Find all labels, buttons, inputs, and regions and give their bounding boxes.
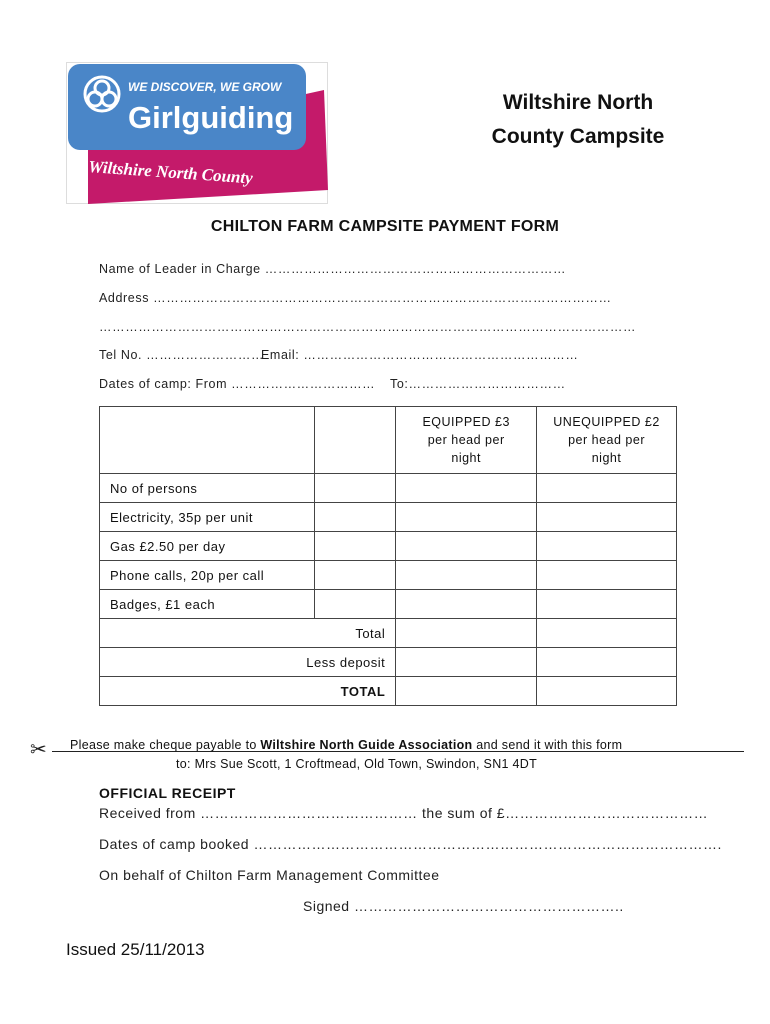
payee-name: Wiltshire North Guide Association xyxy=(260,738,473,752)
scissors-icon: ✂ xyxy=(30,739,47,761)
row-cell[interactable] xyxy=(314,503,396,532)
row-label-persons: No of persons xyxy=(100,474,315,503)
header-blank-cell xyxy=(100,407,315,474)
table-header-row xyxy=(100,407,677,474)
row-cell[interactable] xyxy=(537,590,677,619)
form-title: CHILTON FARM CAMPSITE PAYMENT FORM xyxy=(210,218,560,235)
header-blank-cell xyxy=(314,407,396,474)
row-cell[interactable] xyxy=(396,590,537,619)
less-deposit-label: Less deposit xyxy=(100,648,396,677)
table-row xyxy=(100,590,677,619)
table-row-grand-total xyxy=(100,677,677,706)
dates-to-field[interactable]: To:……………………………… xyxy=(390,377,566,391)
issued-date: Issued 25/11/2013 xyxy=(66,940,205,959)
equipped-line2: per head per xyxy=(427,433,505,447)
dates-from-field[interactable]: Dates of camp: From …………………………… xyxy=(99,377,376,391)
receipt-title: OFFICIAL RECEIPT xyxy=(99,785,236,801)
row-cell[interactable] xyxy=(314,532,396,561)
equipped-header xyxy=(396,407,537,474)
row-cell[interactable] xyxy=(537,561,677,590)
row-cell[interactable] xyxy=(396,532,537,561)
table-row xyxy=(100,474,677,503)
row-label-phone: Phone calls, 20p per call xyxy=(100,561,315,590)
row-cell[interactable] xyxy=(314,474,396,503)
equipped-line3: night xyxy=(451,451,481,465)
row-label-badges: Badges, £1 each xyxy=(100,590,315,619)
campsite-title xyxy=(470,86,686,154)
signed-field[interactable]: Signed ……………………………………………….. xyxy=(303,898,624,914)
row-cell[interactable] xyxy=(537,503,677,532)
address-field-line2[interactable]: …………………………………………………………………………………………………………… xyxy=(99,320,637,334)
row-label-electricity: Electricity, 35p per unit xyxy=(100,503,315,532)
unequipped-line1: UNEQUIPPED £2 xyxy=(553,415,660,429)
received-from-field[interactable]: Received from ……………………………………… the sum of £…………………………………… xyxy=(99,805,709,821)
campsite-title-line1: Wiltshire North xyxy=(502,91,654,114)
table-row xyxy=(100,561,677,590)
total-label: Total xyxy=(100,619,396,648)
campsite-title-line2: County Campsite xyxy=(491,125,665,148)
send-to-address: to: Mrs Sue Scott, 1 Croftmead, Old Town, Swindon, SN1 4DT xyxy=(176,757,538,771)
payment-table xyxy=(99,406,677,706)
row-cell[interactable] xyxy=(314,590,396,619)
row-label-gas: Gas £2.50 per day xyxy=(100,532,315,561)
unequipped-line2: per head per xyxy=(568,433,645,447)
row-cell[interactable] xyxy=(537,474,677,503)
logo-brand: Girlguiding xyxy=(128,100,294,135)
girlguiding-logo xyxy=(66,62,328,204)
row-cell[interactable] xyxy=(396,474,537,503)
tel-field[interactable]: Tel No. ……………………… xyxy=(99,348,265,362)
total-unequipped-cell[interactable] xyxy=(537,619,677,648)
deposit-equipped-cell[interactable] xyxy=(396,648,537,677)
equipped-line1: EQUIPPED £3 xyxy=(422,415,510,429)
grand-total-equipped-cell[interactable] xyxy=(396,677,537,706)
row-cell[interactable] xyxy=(396,561,537,590)
grand-total-label: TOTAL xyxy=(100,677,396,706)
unequipped-header xyxy=(537,407,677,474)
logo-tagline: WE DISCOVER, WE GROW xyxy=(128,80,282,94)
email-field[interactable]: Email: ……………………………………………………… xyxy=(261,348,579,362)
table-row xyxy=(100,503,677,532)
table-row-deposit xyxy=(100,648,677,677)
table-row-total xyxy=(100,619,677,648)
unequipped-line3: night xyxy=(591,451,622,465)
address-field-line1[interactable]: Address …………………………………………………………………………………………… xyxy=(99,291,612,305)
row-cell[interactable] xyxy=(314,561,396,590)
cheque-prefix: Please make cheque payable to xyxy=(70,738,261,752)
table-row xyxy=(100,532,677,561)
row-cell[interactable] xyxy=(537,532,677,561)
deposit-unequipped-cell[interactable] xyxy=(537,648,677,677)
logo-county: Wiltshire North County xyxy=(87,157,254,188)
total-equipped-cell[interactable] xyxy=(396,619,537,648)
logo-graphic xyxy=(66,62,328,204)
grand-total-unequipped-cell[interactable] xyxy=(537,677,677,706)
on-behalf-text: On behalf of Chilton Farm Management Committee xyxy=(99,867,440,883)
dates-booked-field[interactable]: Dates of camp booked ……………………………………………………………………………………. xyxy=(99,836,722,852)
cheque-suffix: and send it with this form xyxy=(472,738,623,752)
leader-field[interactable]: Name of Leader in Charge …………………………………………………………… xyxy=(99,262,567,276)
cheque-instructions xyxy=(70,738,622,752)
row-cell[interactable] xyxy=(396,503,537,532)
